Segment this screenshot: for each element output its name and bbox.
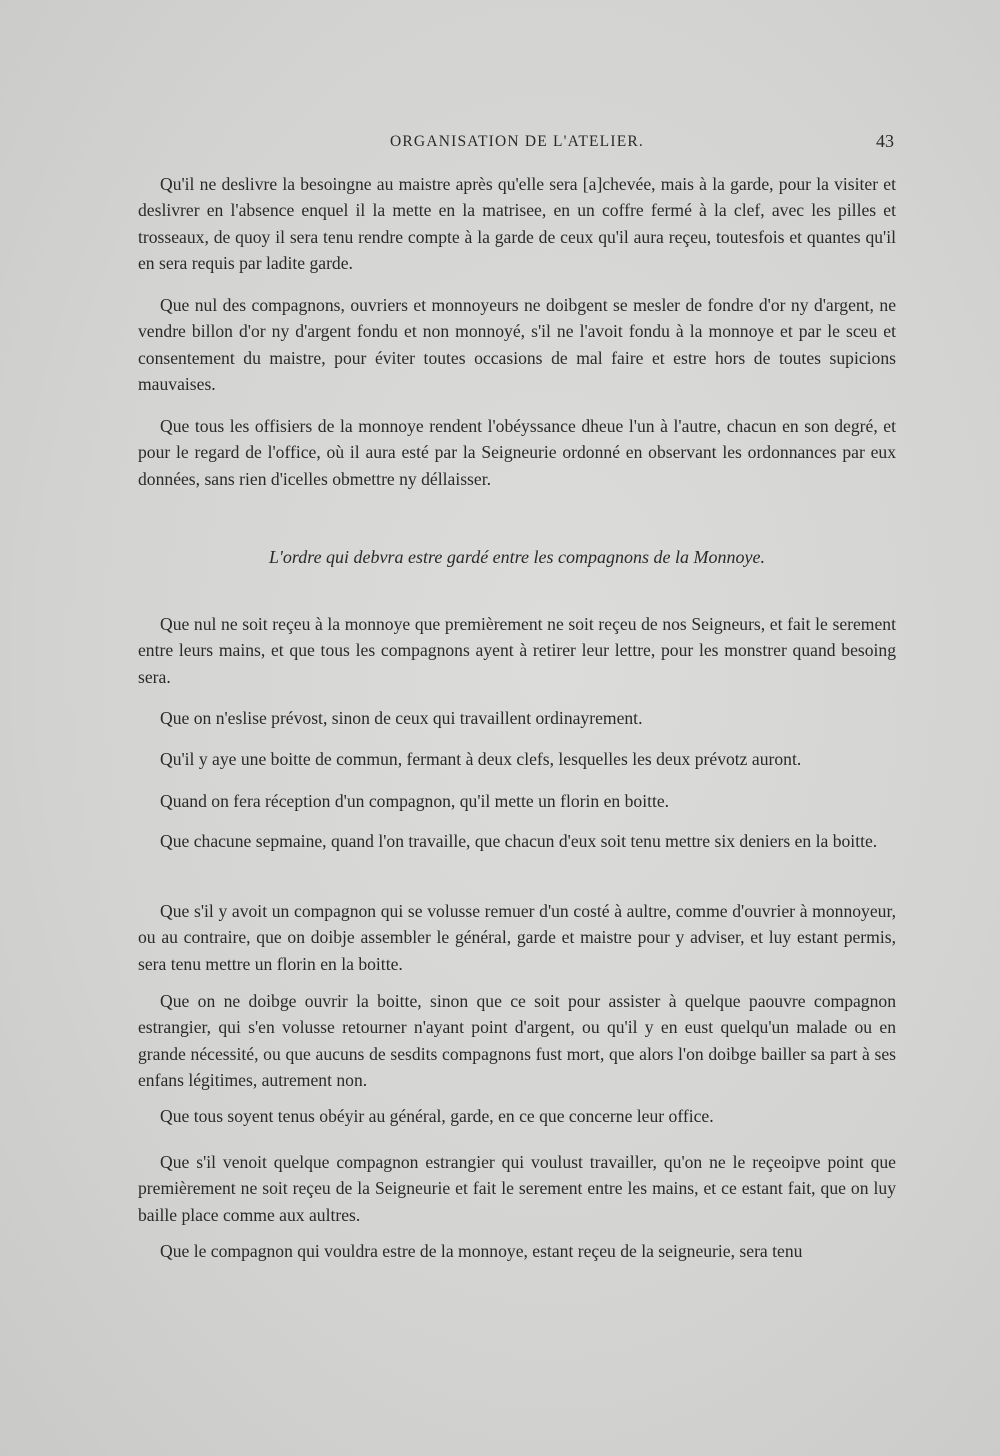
paragraph-text: Que on ne doibge ouvrir la boitte, sinon que ce soit pour assister à quelque paouvre compagnon estrangier, qui s'en volusse retourner n'ayant point d'argent, ou qu'il y en eust quelqu'un malade ou en grande nécessité, ou que aucuns de sesdits compagnons fust mort, que alors l'on doibge bailler sa part à ses enfans légitimes, autrement non. xyxy=(138,991,896,1090)
running-title: ORGANISATION DE L'ATELIER. xyxy=(390,133,644,150)
page-header xyxy=(138,131,896,155)
paragraph-1 xyxy=(138,171,896,276)
paragraph-text: Que tous les offisiers de la monnoye rendent l'obéyssance dheue l'un à l'autre, chacun en son degré, et pour le regard de l'office, où il aura esté par la Seigneurie ordonné en observant les ordonnances par eux données, sans rien d'icelles obmettre ny déllaisser. xyxy=(138,416,896,489)
paragraph-8 xyxy=(138,828,896,854)
paragraph-text: Que tous soyent tenus obéyir au général, garde, en ce que concerne leur office. xyxy=(160,1106,714,1126)
section-subtitle: L'ordre qui debvra estre gardé entre les compagnons de la Monnoye. xyxy=(269,547,765,567)
paragraph-7 xyxy=(138,788,896,814)
paragraph-5 xyxy=(138,705,896,731)
paragraph-text: Qu'il ne deslivre la besoingne au maistre après qu'elle sera [a]chevée, mais à la garde, pour la visiter et deslivrer en l'absence enquel il la mette en la matrisee, en un coffre fermé à la clef, avec les pilles et trosseaux, de quoy il sera tenu rendre compte à la garde de ceux qu'il aura reçeu, toutesfois et quantes qu'il en sera requis par ladite garde. xyxy=(138,174,896,273)
paragraph-4 xyxy=(138,611,896,690)
paragraph-text: Que nul des compagnons, ouvriers et monnoyeurs ne doibgent se mesler de fondre d'or ny d'argent, ne vendre billon d'or ny d'argent fondu et non monnoyé, s'il ne l'avoit fondu à la monnoye et par le sceu et consentement du maistre, pour éviter toutes occasions de mal faire et estre hors de toutes supicions mauvaises. xyxy=(138,295,896,394)
paragraph-2 xyxy=(138,292,896,397)
paragraph-3 xyxy=(138,413,896,492)
paragraph-text: Que s'il y avoit un compagnon qui se volusse remuer d'un costé à aultre, comme d'ouvrier à monnoyeur, ou au contraire, que on doibje assembler le général, garde et maistre pour y adviser, et luy estant permis, sera tenu mettre un florin en la boitte. xyxy=(138,901,896,974)
paragraph-12 xyxy=(138,1149,896,1228)
paragraph-text: Que nul ne soit reçeu à la monnoye que premièrement ne soit reçeu de nos Seigneurs, et fait le serement entre leurs mains, et que tous les compagnons ayent à retirer leur lettre, pour les monstrer quand besoing sera. xyxy=(138,614,896,687)
paragraph-text: Que s'il venoit quelque compagnon estrangier qui voulust travailler, qu'on ne le reçeoipve point que premièrement ne soit reçeu de la Seigneurie et fait le serement entre les mains, et ce estant fait, que on luy baille place comme aux aultres. xyxy=(138,1152,896,1225)
paragraph-text: Que le compagnon qui vouldra estre de la monnoye, estant reçeu de la seigneurie, sera tenu xyxy=(160,1241,803,1261)
paragraph-text: Quand on fera réception d'un compagnon, qu'il mette un florin en boitte. xyxy=(160,791,670,811)
paragraph-text: Que on n'eslise prévost, sinon de ceux qui travaillent ordinayrement. xyxy=(160,708,643,728)
paragraph-10 xyxy=(138,988,896,1093)
page-number: 43 xyxy=(876,131,894,151)
paragraph-6 xyxy=(138,746,896,772)
paragraph-9 xyxy=(138,898,896,977)
paragraph-13 xyxy=(138,1238,896,1264)
paragraph-text: Que chacune sepmaine, quand l'on travaille, que chacun d'eux soit tenu mettre six deniers en la boitte. xyxy=(160,831,878,851)
paragraph-text: Qu'il y aye une boitte de commun, fermant à deux clefs, lesquelles les deux prévotz auront. xyxy=(160,749,802,769)
paragraph-11 xyxy=(138,1103,896,1129)
